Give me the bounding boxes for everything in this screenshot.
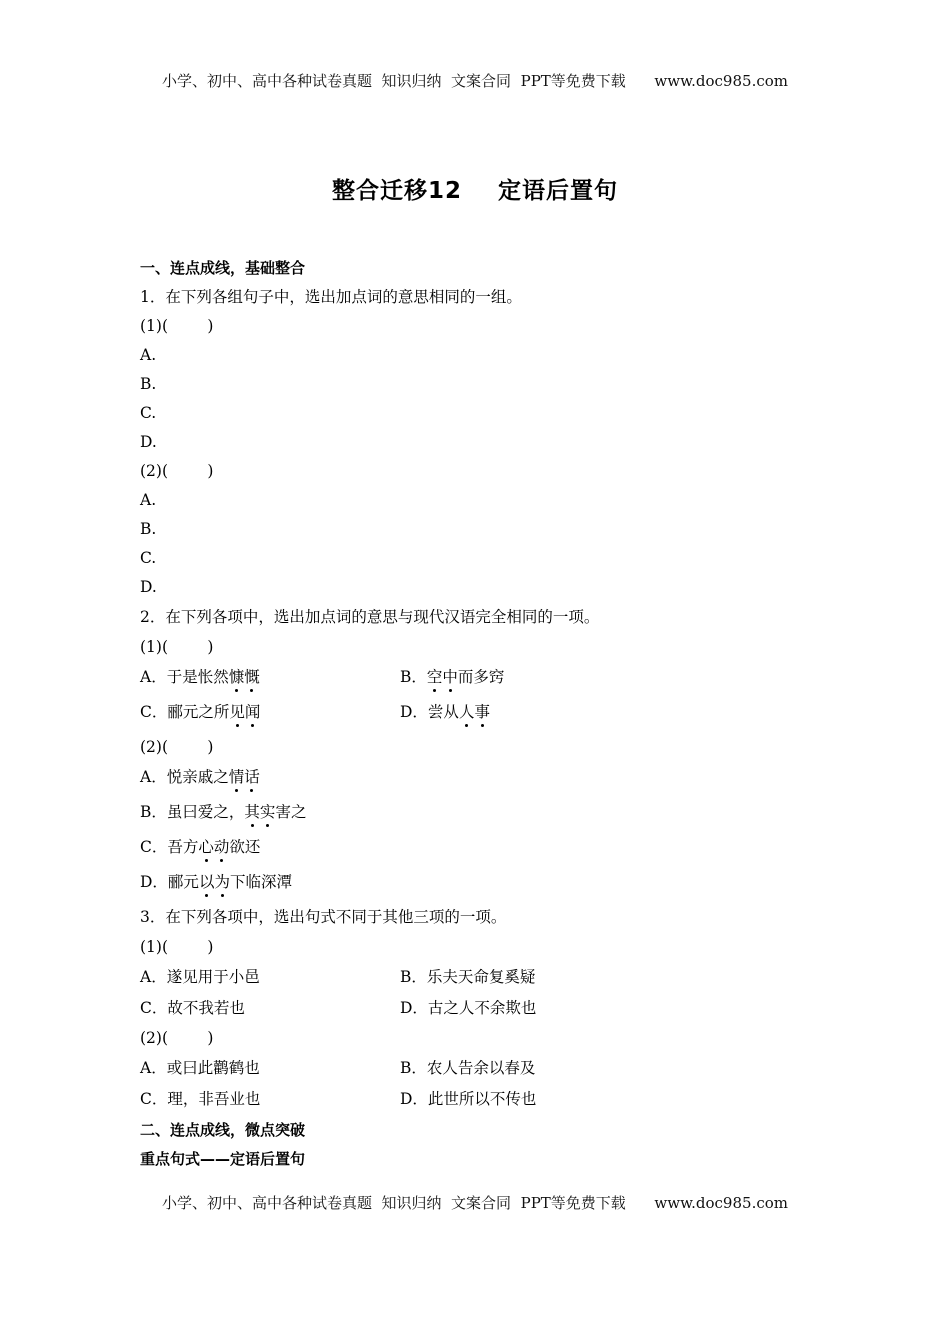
- emphasis-char: 空: [426, 668, 443, 686]
- question-1-stem: 1．在下列各组句子中，选出加点词的意思相同的一组。: [140, 288, 522, 306]
- emphasis-char: 闻: [244, 703, 261, 721]
- q3-part2-option-d: D．此世所以不传也: [400, 1090, 537, 1108]
- q2-part1-option-d: D．尝从人事: [400, 703, 490, 721]
- q1-part1-option-d: D.: [140, 433, 157, 451]
- emphasis-char: 心: [198, 838, 214, 856]
- q2-part2-option-c: C．吾方心动欲还: [140, 838, 261, 856]
- q1-part1-label: (1)( ): [140, 317, 214, 335]
- emphasis-char: 见: [229, 703, 245, 721]
- q2-part2-option-d: D．郦元以为下临深潭: [140, 873, 292, 891]
- q2-part2-option-b: B．虽曰爱之，其实害之: [140, 803, 307, 821]
- emphasis-char: 动: [213, 838, 230, 856]
- q2-part2-label: (2)( ): [140, 738, 214, 756]
- page-footer: 小学、初中、高中各种试卷真题 知识归纳 文案合同 PPT等免费下载 www.doc985.com: [161, 1194, 788, 1212]
- emphasis-char: 中: [442, 668, 458, 686]
- emphasis-char: 其: [244, 803, 260, 821]
- q2-part1-option-b: B．空中而多窍: [400, 668, 505, 686]
- section-subheading: 重点句式——定语后置句: [140, 1150, 306, 1168]
- q1-part1-option-c: C.: [140, 404, 157, 422]
- emphasis-char: 为: [214, 873, 230, 891]
- q1-part1-option-a: A.: [140, 346, 157, 364]
- emphasis-char: 实: [259, 803, 276, 821]
- q2-part1-option-a: A．于是怅然慷慨: [140, 668, 260, 686]
- section-heading-1: 一、连点成线，基础整合: [140, 259, 306, 277]
- page-title: 整合迁移12 定语后置句: [331, 178, 619, 204]
- emphasis-char: 话: [244, 768, 260, 786]
- emphasis-char: 事: [474, 703, 490, 721]
- q3-part1-label: (1)( ): [140, 938, 214, 956]
- q3-part1-option-d: D．古之人不余欺也: [400, 999, 537, 1017]
- emphasis-char: 慨: [244, 668, 260, 686]
- emphasis-char: 以: [198, 873, 215, 891]
- page-header: 小学、初中、高中各种试卷真题 知识归纳 文案合同 PPT等免费下载 www.doc985.com: [161, 72, 788, 90]
- q3-part1-option-a: A．遂见用于小邑: [140, 968, 260, 986]
- question-3-stem: 3．在下列各项中，选出句式不同于其他三项的一项。: [140, 908, 507, 926]
- q1-part2-option-b: B.: [140, 520, 157, 538]
- q3-part1-option-b: B．乐夫天命复奚疑: [400, 968, 536, 986]
- q2-part1-label: (1)( ): [140, 638, 214, 656]
- section-heading-2: 二、连点成线，微点突破: [140, 1121, 306, 1139]
- q3-part2-option-a: A．或曰此鹳鹤也: [140, 1059, 260, 1077]
- q3-part1-option-c: C．故不我若也: [140, 999, 245, 1017]
- emphasis-char: 人: [458, 703, 475, 721]
- question-2-stem: 2．在下列各项中，选出加点词的意思与现代汉语完全相同的一项。: [140, 608, 600, 626]
- q3-part2-option-c: C．理，非吾业也: [140, 1090, 261, 1108]
- q1-part2-label: (2)( ): [140, 462, 214, 480]
- q1-part2-option-c: C.: [140, 549, 157, 567]
- q2-part2-option-a: A．悦亲戚之情话: [140, 768, 260, 786]
- q1-part1-option-b: B.: [140, 375, 157, 393]
- emphasis-char: 情: [228, 768, 245, 786]
- q2-part1-option-c: C．郦元之所见闻: [140, 703, 261, 721]
- q1-part2-option-d: D.: [140, 578, 157, 596]
- q1-part2-option-a: A.: [140, 491, 157, 509]
- q3-part2-label: (2)( ): [140, 1029, 214, 1047]
- q3-part2-option-b: B．农人告余以春及: [400, 1059, 536, 1077]
- emphasis-char: 慷: [228, 668, 245, 686]
